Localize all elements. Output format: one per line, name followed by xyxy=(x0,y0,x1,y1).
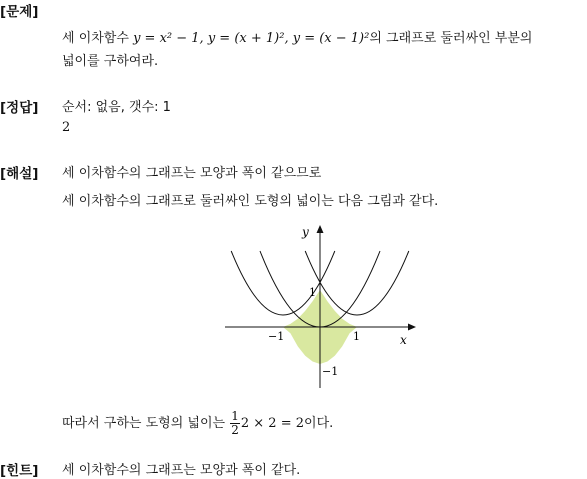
equation-1: y = x² − 1, xyxy=(133,31,204,46)
conclusion-line xyxy=(62,410,333,437)
conclusion-expression: 2 × 2 = 2 xyxy=(240,416,305,431)
tick-label-y-neg1: −1 xyxy=(322,365,339,378)
problem-line-1 xyxy=(62,27,532,46)
problem-text-tail: 의 그래프로 둘러싸인 부분의 xyxy=(369,31,533,46)
hint-label: [힌트] xyxy=(0,463,39,479)
equation-3: y = (x − 1)² xyxy=(292,31,370,46)
parabola-figure xyxy=(220,222,420,392)
axis-label-y: y xyxy=(302,225,309,239)
x-axis-arrow xyxy=(408,324,416,331)
answer-label: [정답] xyxy=(0,100,39,116)
tick-label-y-1: 1 xyxy=(309,286,316,299)
explanation-label: [해설] xyxy=(0,166,39,182)
tick-label-x-1: 1 xyxy=(353,330,360,343)
problem-label: [문제] xyxy=(0,4,39,20)
tick-label-x-neg1: −1 xyxy=(268,330,285,343)
conclusion-text: 따라서 구하는 도형의 넓이는 xyxy=(62,416,226,431)
explanation-line-1: 세 이차함수의 그래프는 모양과 폭이 같으므로 xyxy=(62,166,322,181)
fraction-one-half xyxy=(230,410,240,437)
conclusion-suffix: 이다. xyxy=(304,416,334,431)
explanation-line-2: 세 이차함수의 그래프로 둘러싸인 도형의 넓이는 다음 그림과 같다. xyxy=(62,194,439,209)
equation-2: y = (x + 1)², xyxy=(207,31,289,46)
fraction-numerator: 1 xyxy=(231,409,239,423)
axis-label-x: x xyxy=(400,333,407,347)
problem-line-2: 넓이를 구하여라. xyxy=(62,54,159,69)
hint-text: 세 이차함수의 그래프는 모양과 폭이 같다. xyxy=(62,463,301,478)
y-axis-arrow xyxy=(317,225,324,233)
problem-text-intro: 세 이차함수 xyxy=(62,31,129,46)
fraction-denominator: 2 xyxy=(231,423,239,437)
answer-line-1: 순서: 없음, 갯수: 1 xyxy=(62,100,171,115)
answer-line-2: 2 xyxy=(62,120,71,135)
